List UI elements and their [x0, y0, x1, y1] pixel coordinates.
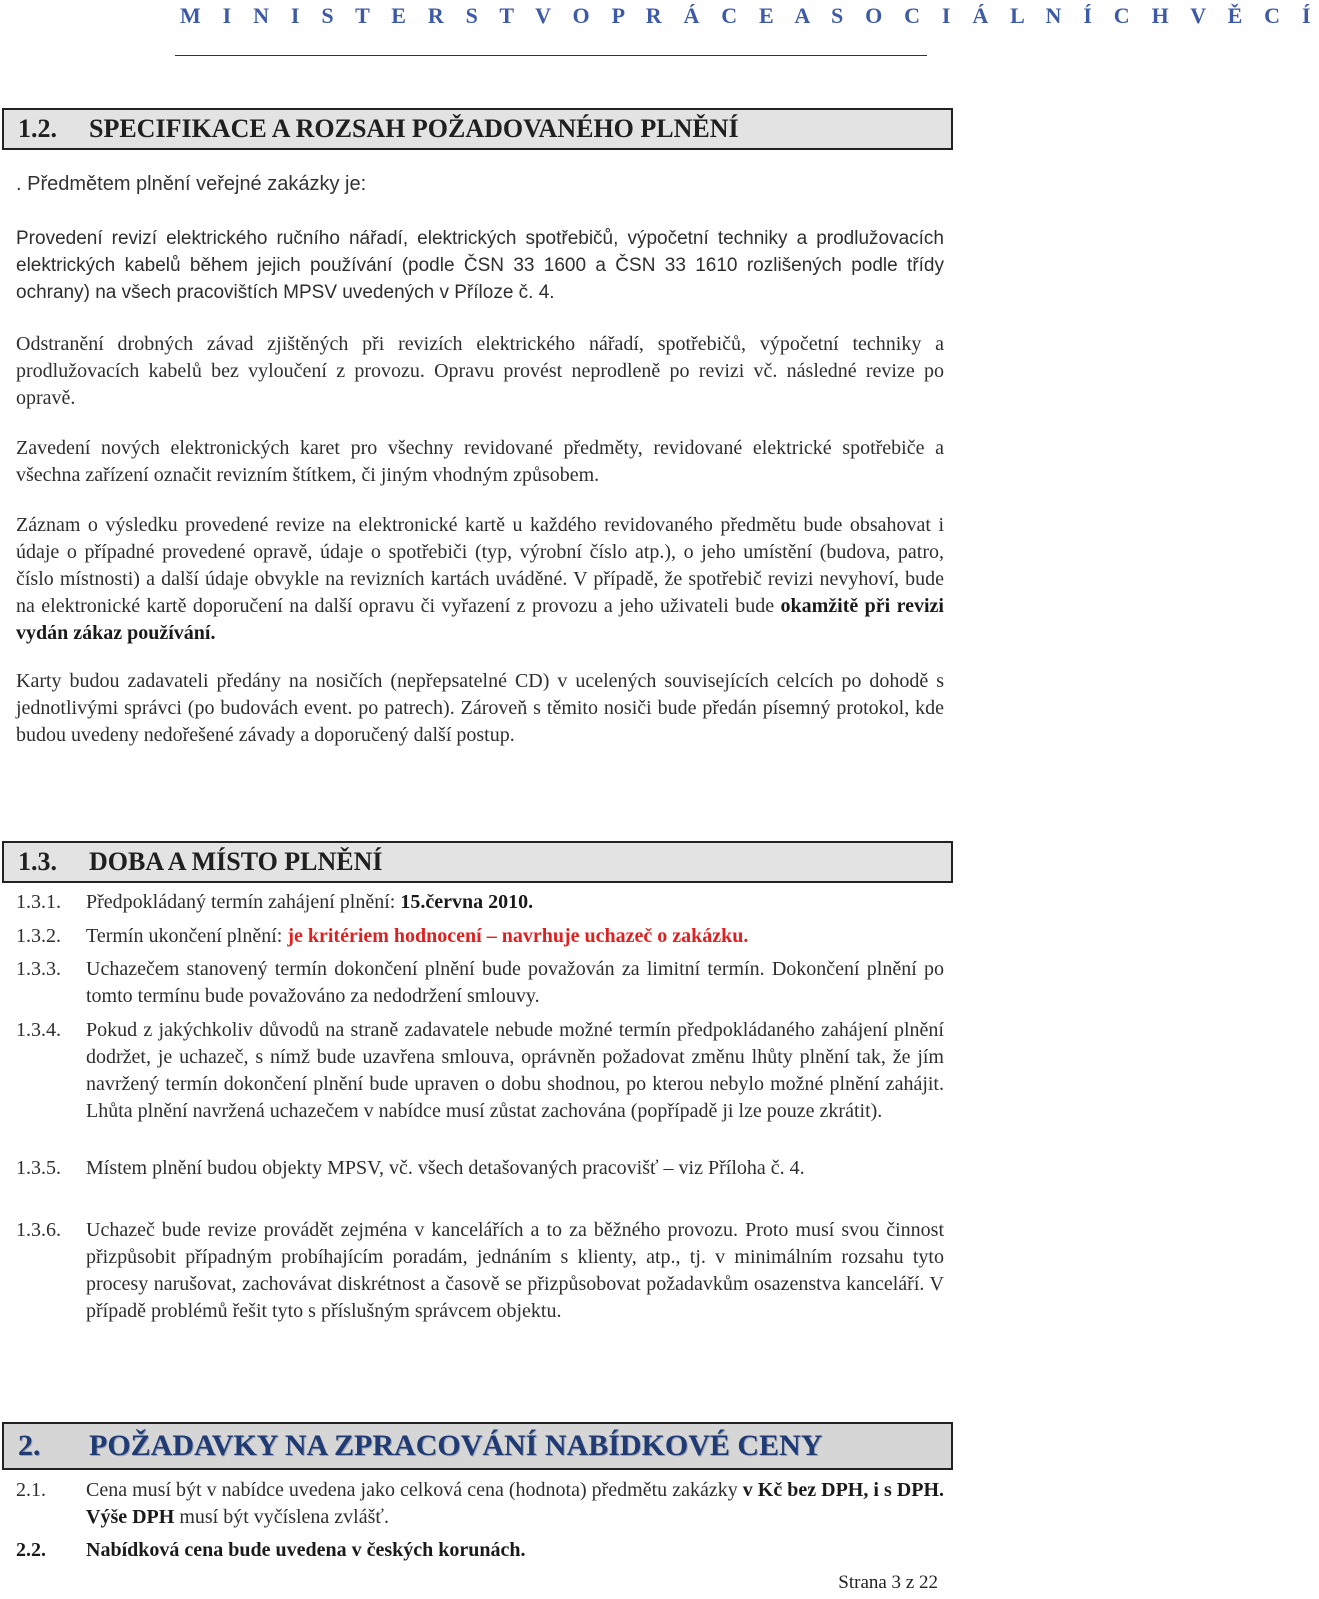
item-text: Uchazeč bude revize provádět zejména v kancelářích a to za běžného provozu. Proto musí svou činnost přizpůsobit případným probíhajícím poradám, jednáním s klienty, atp., tj. v minimálním rozsahu tyto procesy narušovat, zachovávat diskrétnost a časově se přizpůsobovat požadavkům osazenstva kanceláří. V případě problémů řešit tyto s příslušným správcem objektu.	[86, 1219, 944, 1322]
item-text: Uchazečem stanovený termín dokončení plnění bude považován za limitní termín. Dokončení plnění po tomto termínu bude považováno za nedodržení smlouvy.	[86, 958, 944, 1007]
header-rule	[175, 55, 927, 56]
item-number: 2.2.	[16, 1539, 46, 1561]
paragraph-emphasis: okamžitě při revizi vydán zákaz používání.	[16, 595, 944, 644]
item-number: 1.3.4.	[16, 1019, 61, 1041]
item-text: Pokud z jakýchkoliv důvodů na straně zadavatele nebude možné termín předpokládaného zahájení plnění dodržet, je uchazeč, s nímž bude uzavřena smlouva, oprávněn požadovat změnu lhůty plnění tak, že jím navržený termín dokončení plnění bude upraven o dobu shodnou, po kterou nebylo možné plnění zahájit. Lhůta plnění navržená uchazečem v nabídce musí zůstat zachována (popřípadě ji lze pouze zkrátit).	[86, 1019, 944, 1122]
item-text: Cena musí být v nabídce uvedena jako celková cena (hodnota) předmětu zakázky v Kč bez DPH, i s DPH. Výše DPH musí být vyčíslena zvlášť.	[86, 1479, 945, 1528]
highlighted-criterion: je kritériem hodnocení – navrhuje uchazeč o zakázku.	[287, 925, 749, 947]
item-emphasis: v Kč bez DPH, i s DPH. Výše DPH	[86, 1479, 945, 1528]
item-number: 1.3.3.	[16, 958, 61, 980]
page-number: Strana 3 z 22	[838, 1572, 938, 1593]
item-number: 2.1.	[16, 1479, 46, 1501]
paragraph-text: Záznam o výsledku provedené revize na elektronické kartě u každého revidovaného předmětu bude obsahovat i údaje o případné provedené opravě, údaje o spotřebiči (typ, výrobní číslo atp.), o jeho umístění (budova, patro, číslo místnosti) a další údaje obvykle na revizních kartách uváděné. V případě, že spotřebič revizi nevyhoví, bude na elektronické kartě doporučení na další opravu či vyřazení z provozu a jeho uživateli bude	[16, 514, 944, 617]
section-title: SPECIFIKACE A ROZSAH POŽADOVANÉHO PLNĚNÍ	[89, 114, 739, 143]
start-date: 15.června 2010.	[400, 891, 534, 913]
item-number: 1.3.5.	[16, 1157, 61, 1179]
section-title: DOBA A MÍSTO PLNĚNÍ	[89, 847, 383, 876]
section-number: 2.	[18, 1429, 41, 1462]
paragraph: Karty budou zadavateli předány na nosičích (nepřepsatelné CD) v ucelených souvisejících celcích po dohodě s jednotlivými správci (po budovách event. po patrech). Zároveň s těmito nosiči bude předán písemný protokol, kde budou uvedeny nedořešené závady a doporučený další postup.	[16, 670, 944, 746]
ministry-header: M I N I S T E R S T V O P R Á C E A S O C I Á L N Í C H V Ě C Í	[180, 3, 1319, 28]
item-number: 1.3.1.	[16, 891, 61, 913]
section-number: 1.2.	[18, 114, 57, 143]
section-heading-1-3	[2, 841, 953, 883]
item-text: Termín ukončení plnění: je kritériem hodnocení – navrhuje uchazeč o zakázku.	[86, 925, 749, 947]
paragraph: Odstranění drobných závad zjištěných při revizích elektrického nářadí, spotřebičů, výpočetní techniky a prodlužovacích kabelů bez vyloučení z provozu. Opravu provést neprodleně po revizi vč. následné revize po opravě.	[16, 333, 944, 409]
paragraph	[16, 512, 944, 647]
section-number: 1.3.	[18, 847, 57, 876]
item-text: Nabídková cena bude uvedena v českých korunách.	[86, 1539, 526, 1561]
section-heading-1-2	[2, 108, 953, 150]
paragraph: Provedení revizí elektrického ručního nářadí, elektrických spotřebičů, výpočetní techniky a prodlužovacích elektrických kabelů během jejich používání (podle ČSN 33 1600 a ČSN 33 1610 rozlišených podle třídy ochrany) na všech pracovištích MPSV uvedených v Příloze č. 4.	[16, 228, 944, 303]
intro-line: . Předmětem plnění veřejné zakázky je:	[16, 173, 367, 195]
section-title: POŽADAVKY NA ZPRACOVÁNÍ NABÍDKOVÉ CENY	[89, 1429, 823, 1462]
item-number: 1.3.6.	[16, 1219, 61, 1241]
paragraph: Zavedení nových elektronických karet pro všechny revidované předměty, revidované elektrické spotřebiče a všechna zařízení označit revizním štítkem, či jiným vhodným způsobem.	[16, 437, 944, 486]
item-text: Místem plnění budou objekty MPSV, vč. všech detašovaných pracovišť – viz Příloha č. 4.	[86, 1157, 805, 1179]
item-text: Předpokládaný termín zahájení plnění: 15.června 2010.	[86, 891, 534, 913]
section-heading-2	[2, 1422, 953, 1470]
item-number: 1.3.2.	[16, 925, 61, 947]
